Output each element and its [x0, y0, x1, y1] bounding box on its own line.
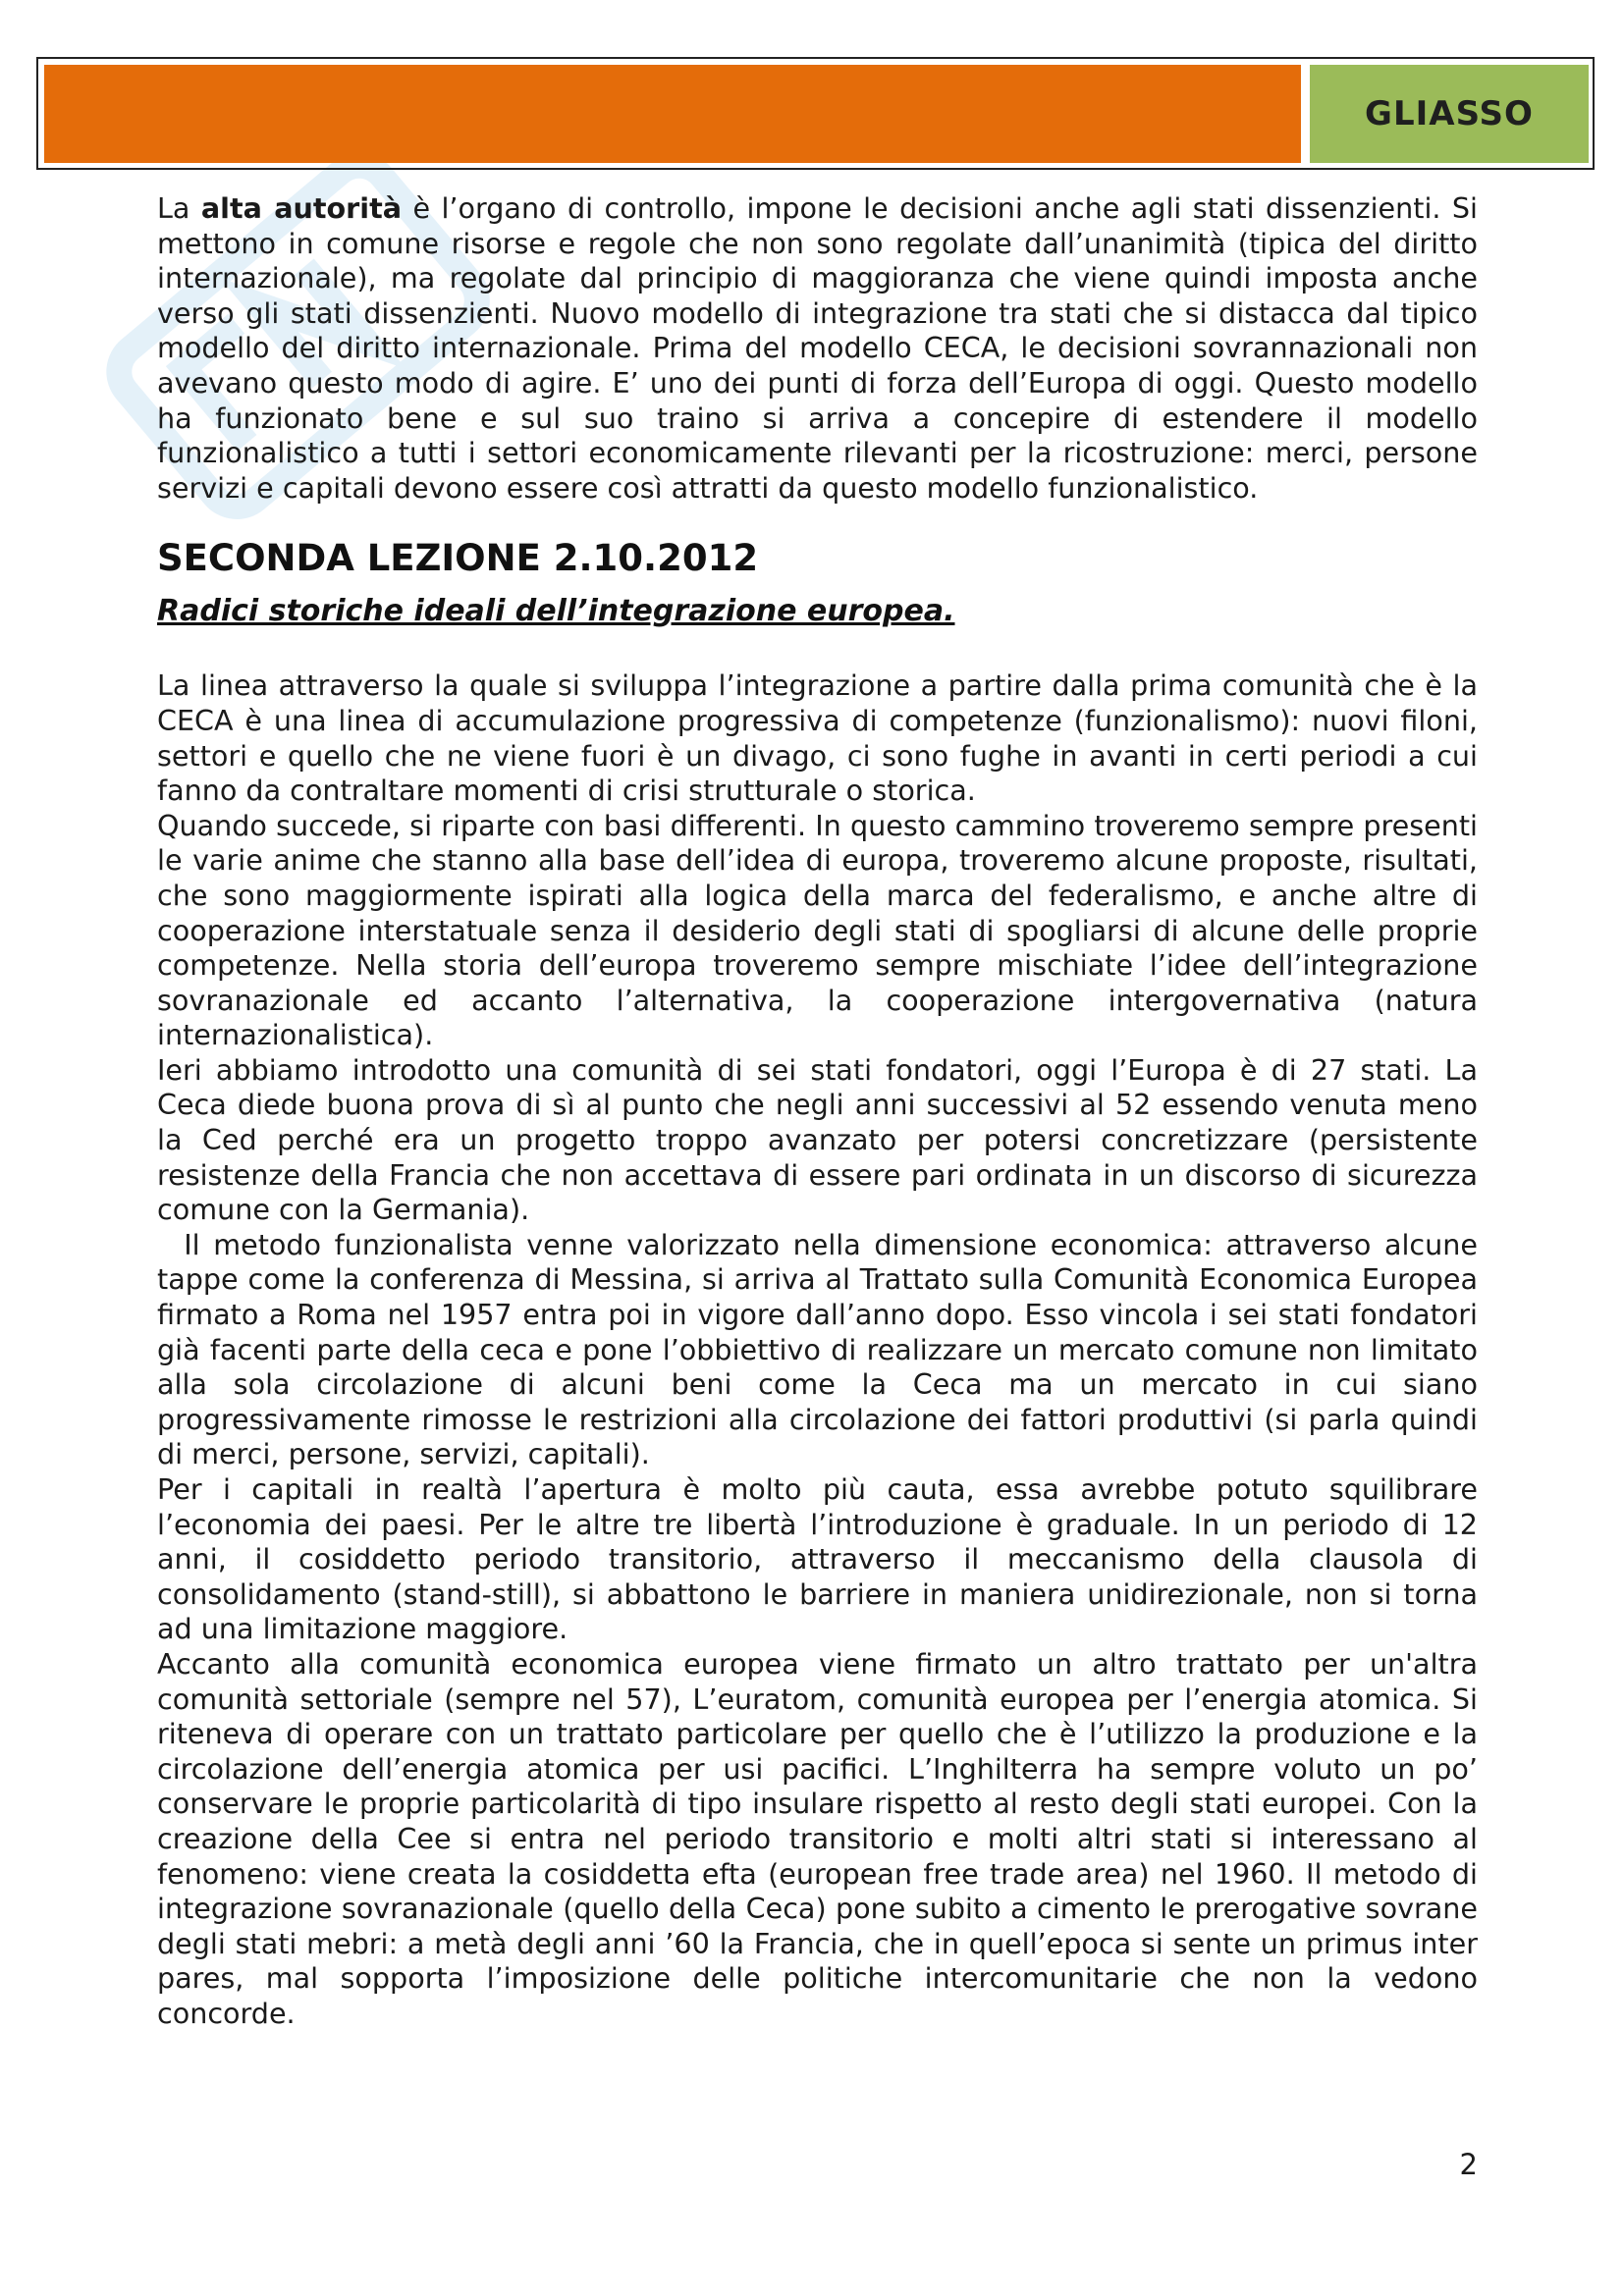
body-paragraph: La linea attraverso la quale si sviluppa l’integrazione a partire dalla prima comunità che è la CECA è una linea di accumulazione progressiva di competenze (funzionalismo): nuovi filoni, settori e quello che ne viene fuori è un divago, ci sono fughe in avanti in certi periodi a cui fanno da contraltare momenti di crisi strutturale o storica.	[157, 668, 1478, 808]
intro-lead: La	[157, 191, 201, 225]
header-orange-band	[44, 65, 1301, 163]
intro-paragraph	[157, 191, 1478, 506]
body-paragraph: Quando succede, si riparte con basi differenti. In questo cammino troveremo sempre presenti le varie anime che stanno alla base dell’idea di europa, troveremo alcune proposte, risultati, che sono maggiormente ispirati alla logica della marca del federalismo, e anche altre di cooperazione interstatuale senza il desiderio degli stati di spogliarsi di alcune delle proprie competenze. Nella storia dell’europa troveremo sempre mischiate l’idee dell’integrazione sovranazionale ed accanto l’alternativa, la cooperazione intergovernativa (natura internazionalistica).	[157, 808, 1478, 1052]
body-paragraph: Ieri abbiamo introdotto una comunità di sei stati fondatori, oggi l’Europa è di 27 stati. La Ceca diede buona prova di sì al punto che negli anni successivi al 52 essendo venuta meno la Ced perché era un progetto troppo avanzato per potersi concretizzare (persistente resistenze della Francia che non accettava di essere pari ordinata in un discorso di sicurezza comune con la Germania).	[157, 1052, 1478, 1227]
body-paragraph: Accanto alla comunità economica europea viene firmato un altro trattato per un'altra comunità settoriale (sempre nel 57), L’euratom, comunità europea per l’energia atomica. Si riteneva di operare con un trattato particolare per quello che è l’utilizzo la produzione e la circolazione dell’energia atomica per usi pacifici. L’Inghilterra ha sempre voluto un po’ conservare le proprie particolarità di tipo insulare rispetto al resto degli stati europei. Con la creazione della Cee si entra nel periodo transitorio e molti altri stati si interessano al fenomeno: viene creata la cosiddetta efta (european free trade area) nel 1960. Il metodo di integrazione sovranazionale (quello della Ceca) pone subito a cimento le prerogative sovrane degli stati mebri: a metà degli anni ’60 la Francia, che in quell’epoca si sente un primus inter pares, mal sopporta l’imposizione delle politiche intercomunitarie che non la vedono concorde.	[157, 1646, 1478, 2030]
body-paragraph: Il metodo funzionalista venne valorizzato nella dimensione economica: attraverso alcune tappe come la conferenza di Messina, si arriva al Trattato sulla Comunità Economica Europea firmato a Roma nel 1957 entra poi in vigore dall’anno dopo. Esso vincola i sei stati fondatori già facenti parte della ceca e pone l’obbiettivo di realizzare un mercato comune non limitato alla sola circolazione di alcuni beni come la Ceca ma un mercato in cui siano progressivamente rimosse le restrizioni alla circolazione dei fattori produttivi (si parla quindi di merci, persone, servizi, capitali).	[157, 1227, 1488, 1471]
section-title: SECONDA LEZIONE 2.10.2012	[157, 537, 759, 580]
body-paragraph: Per i capitali in realtà l’apertura è molto più cauta, essa avrebbe potuto squilibrare l’economia dei paesi. Per le altre tre libertà l’introduzione è graduale. In un periodo di 12 anni, il cosiddetto periodo transitorio, attraverso il meccanismo della clausola di consolidamento (stand-still), si abbattono le barriere in maniera unidirezionale, non si torna ad una limitazione maggiore.	[157, 1472, 1478, 1646]
page-number: 2	[1459, 2148, 1478, 2181]
header-brand-text: GLIASSO	[1365, 94, 1534, 133]
intro-rest: è l’organo di controllo, impone le decisioni anche agli stati dissenzienti. Si mettono in comune risorse e regole che non sono regolate dall’unanimità (tipica del diritto internazionale), ma regolate dal principio di maggioranza che viene quindi imposta anche verso gli stati dissenzienti. Nuovo modello di integrazione tra stati che si distacca dal tipico modello del diritto internazionale. Prima del modello CECA, le decisioni sovrannazionali non avevano questo modo di agire. E’ uno dei punti di forza dell’Europa di oggi. Questo modello ha funzionato bene e sul suo traino si arriva a concepire di estendere il modello funzionalistico a tutti i settori economicamente rilevanti per la ricostruzione: merci, persone servizi e capitali devono essere così attratti da questo modello funzionalistico.	[157, 191, 1478, 505]
document-body	[157, 191, 1488, 2032]
header-brand-box	[1310, 65, 1589, 163]
intro-bold-term: alta autorità	[200, 191, 403, 225]
section-subtitle: Radici storiche ideali dell’integrazione europea.	[157, 594, 955, 629]
